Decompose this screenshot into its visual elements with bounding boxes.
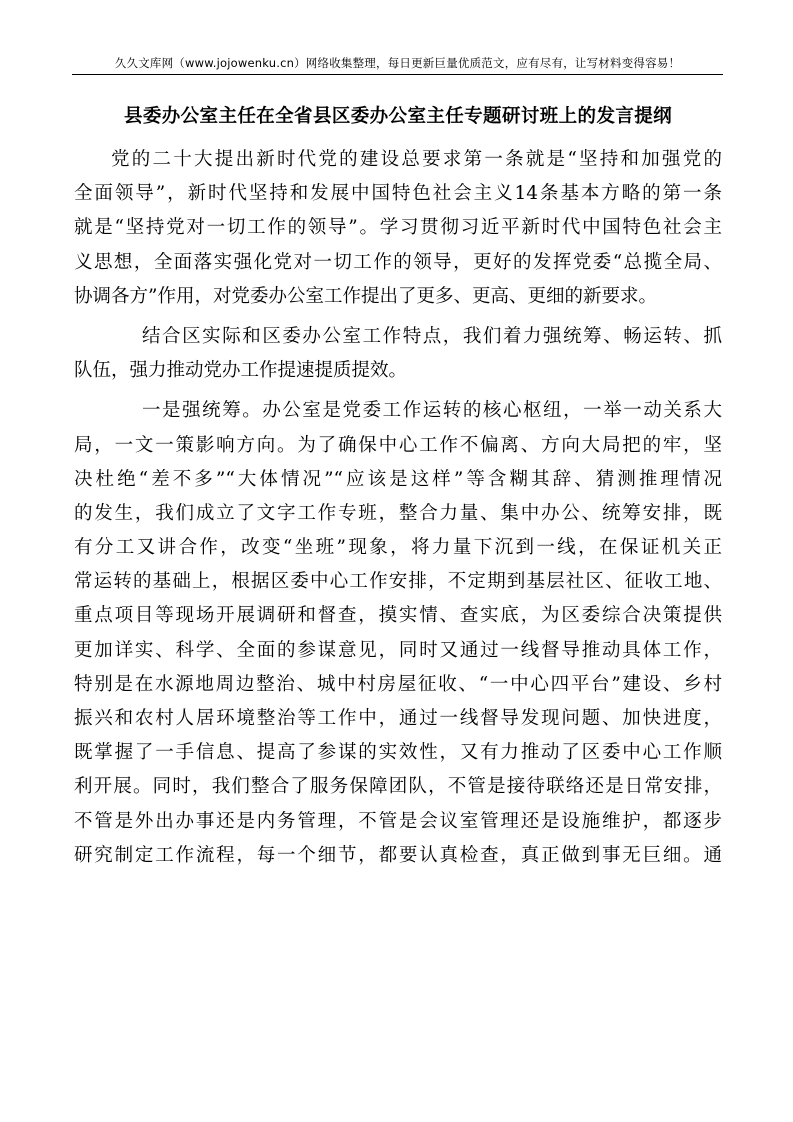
text-line: 不管是外出办事还是内务管理，不管是会议室管理还是设施维护，都逐步 <box>74 810 722 832</box>
paragraph-1 <box>74 143 722 314</box>
text-line: 义思想，全面落实强化党对一切工作的领导，更好的发挥党委“总揽全局、 <box>74 251 722 273</box>
text-line: 就是“坚持党对一切工作的领导”。学习贯彻习近平新时代中国特色社会主 <box>74 217 722 239</box>
text-line: 结合区实际和区委办公室工作特点，我们着力强统筹、畅运转、抓 <box>142 325 722 347</box>
text-line: 利开展。同时，我们整合了服务保障团队，不管是接待联络还是日常安排， <box>74 776 722 798</box>
text-line: 更加详实、科学、全面的参谋意见，同时又通过一线督导推动具体工作， <box>74 639 722 661</box>
paragraph-2 <box>74 320 722 388</box>
text-line: 协调各方”作用，对党委办公室工作提出了更多、更高、更细的新要求。 <box>74 285 657 307</box>
text-line: 的发生，我们成立了文字工作专班，整合力量、集中办公、统筹安排，既 <box>74 502 722 524</box>
document-body <box>74 143 722 873</box>
text-line: 党的二十大提出新时代党的建设总要求第一条就是“坚持和加强党的 <box>111 149 722 170</box>
text-line: 振兴和农村人居环境整治等工作中，通过一线督导发现问题、加快进度， <box>74 708 722 729</box>
text-line: 研究制定工作流程，每一个细节，都要认真检查，真正做到事无巨细。通 <box>74 844 722 866</box>
text-line: 一是强统筹。办公室是党委工作运转的核心枢纽，一举一动关系大 <box>142 400 722 422</box>
text-line: 既掌握了一手信息、提高了参谋的实效性，又有力推动了区委中心工作顺 <box>74 742 722 764</box>
text-line: 常运转的基础上，根据区委中心工作安排，不定期到基层社区、征收工地、 <box>74 571 722 593</box>
paragraph-3 <box>74 394 722 873</box>
text-line: 队伍，强力推动党办工作提速提质提效。 <box>74 360 408 382</box>
page-header: 久久文库网（www.jojowenku.cn）网络收集整理，每日更新巨量优质范文，应有尽有，让写材料变得容易！ <box>72 52 723 75</box>
text-line: 全面领导”，新时代坚持和发展中国特色社会主义14条基本方略的第一条 <box>74 183 722 205</box>
text-line: 重点项目等现场开展调研和督查，摸实情、查实底，为区委综合决策提供 <box>74 605 722 627</box>
text-line: 有分工又讲合作，改变“坐班”现象，将力量下沉到一线，在保证机关正 <box>74 537 722 559</box>
text-line: 局，一文一策影响方向。为了确保中心工作不偏离、方向大局把的牢，坚 <box>74 434 722 456</box>
text-line: 特别是在水源地周边整治、城中村房屋征收、“一中心四平台”建设、乡村 <box>74 673 722 695</box>
text-line: 决杜绝“差不多”“大体情况”“应该是这样”等含糊其辞、猜测推理情况 <box>74 468 722 490</box>
document-title: 县委办公室主任在全省县区委办公室主任专题研讨班上的发言提纲 <box>123 106 673 127</box>
